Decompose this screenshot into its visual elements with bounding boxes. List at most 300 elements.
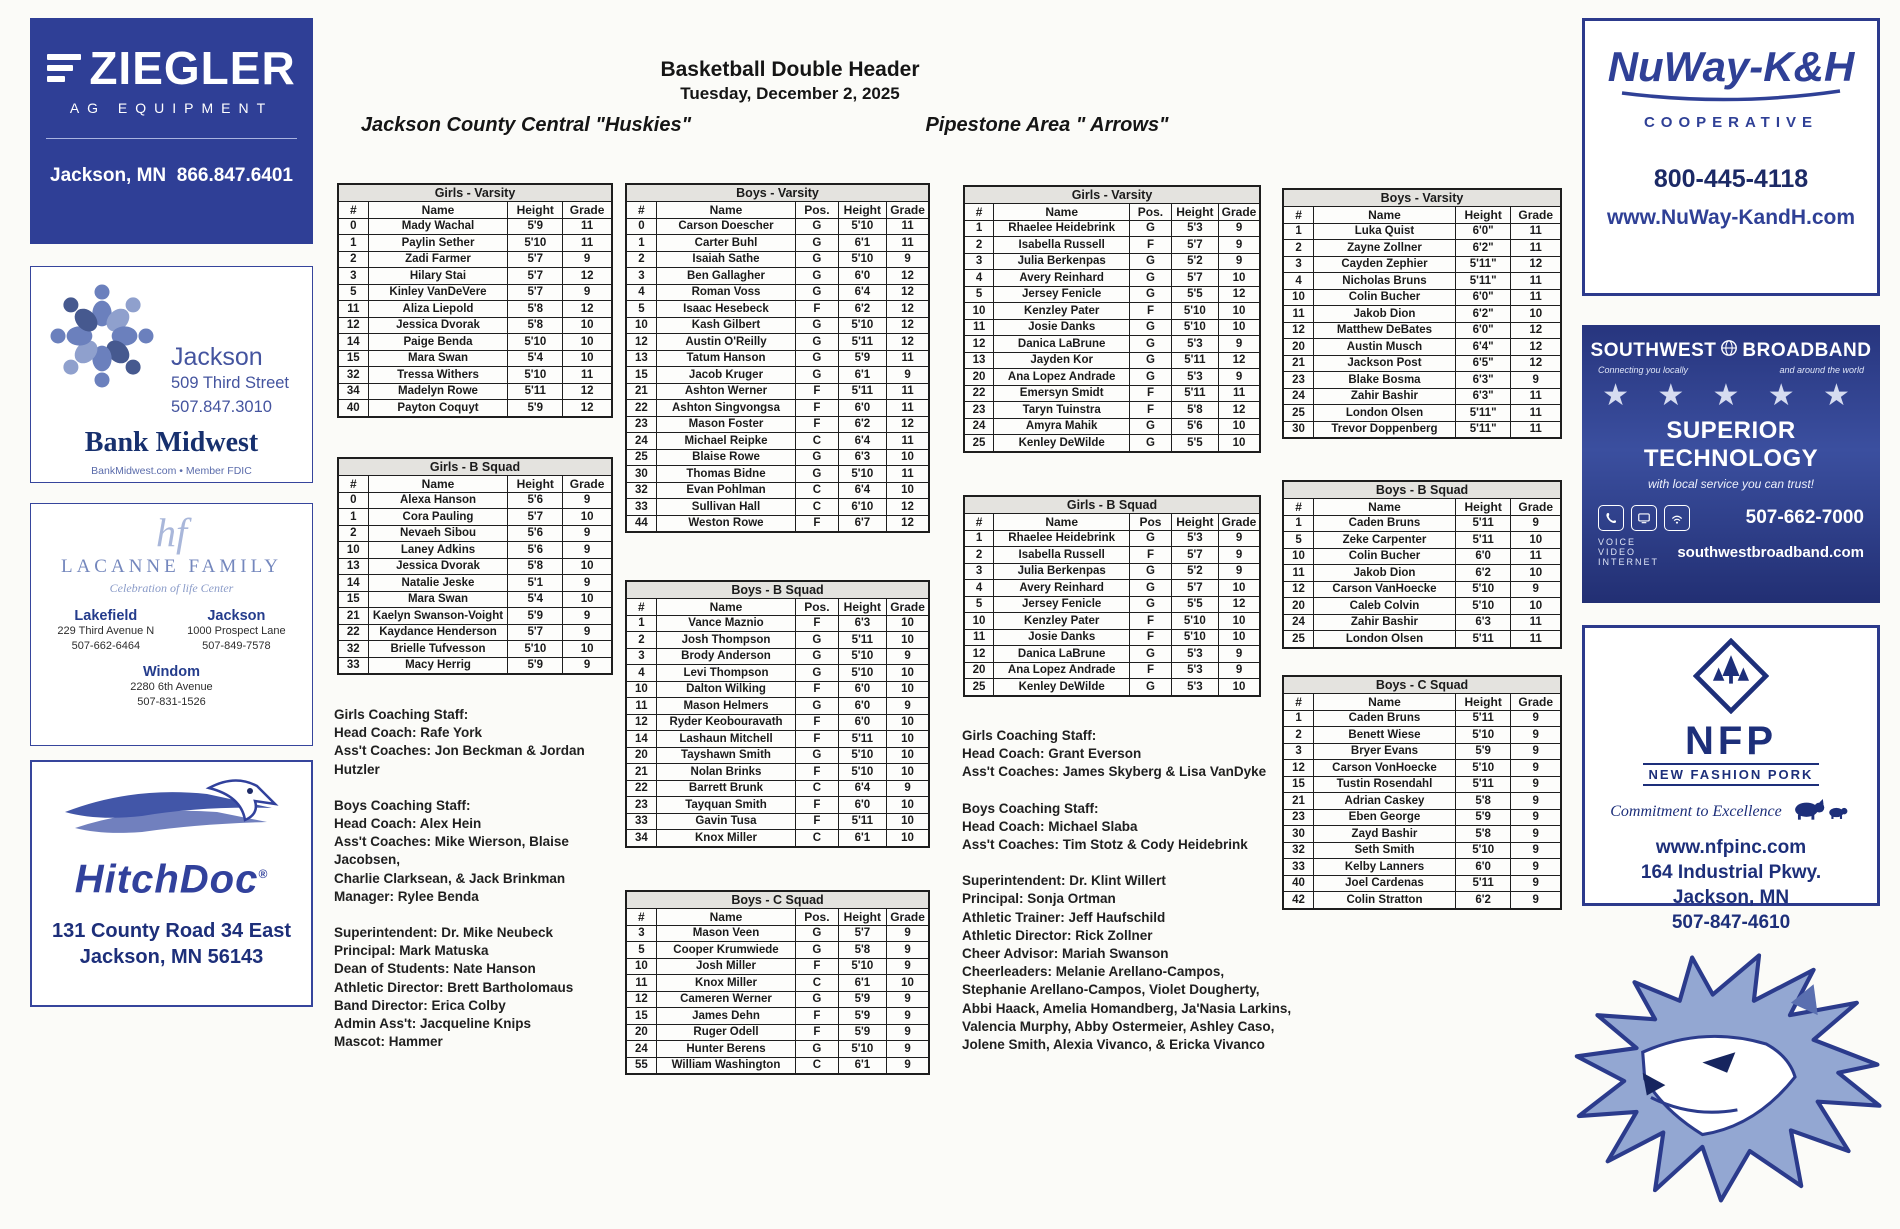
bank-midwest-ad xyxy=(30,266,313,483)
roster-cell: Knox Miller xyxy=(656,830,795,847)
roster-cell: G xyxy=(1130,530,1171,547)
column-header: Pos. xyxy=(796,599,838,616)
roster-cell: Roman Voss xyxy=(656,284,795,301)
roster-cell: Evan Pohlman xyxy=(656,482,795,499)
lacanne-monogram-icon: hf xyxy=(155,510,188,555)
video-icon xyxy=(1631,505,1657,531)
roster-cell: G xyxy=(1130,369,1171,386)
roster-cell: 11 xyxy=(626,698,656,715)
roster-cell: F xyxy=(796,813,838,830)
roster-cell: 6'1 xyxy=(838,1057,886,1074)
roster-cell: 2 xyxy=(1283,240,1314,257)
roster-cell: G xyxy=(796,334,838,351)
table-title: Boys - Varsity xyxy=(1283,189,1561,207)
roster-cell: 10 xyxy=(563,509,612,526)
roster-cell: 5'3 xyxy=(1171,530,1218,547)
note-line: Manager: Rylee Benda xyxy=(334,888,479,904)
roster-table xyxy=(625,890,930,1075)
roster-cell: 20 xyxy=(626,747,656,764)
roster-cell: Colin Bucher xyxy=(1314,548,1456,565)
roster-row xyxy=(964,563,1260,580)
roster-cell: G xyxy=(1130,563,1171,580)
roster-cell: 5'9 xyxy=(838,1024,886,1041)
roster-cell: 5'11" xyxy=(1455,421,1511,438)
roster-cell: Austin Musch xyxy=(1314,339,1456,356)
roster-cell: 5'10 xyxy=(838,466,886,483)
swb-name1: SOUTHWEST xyxy=(1590,340,1717,361)
roster-cell: William Washington xyxy=(656,1057,795,1074)
roster-row xyxy=(338,492,612,509)
roster-cell: 11 xyxy=(563,235,612,252)
roster-cell: 12 xyxy=(626,991,656,1008)
note-line: Boys Coaching Staff: xyxy=(962,800,1099,816)
note-line: Dean of Students: Nate Hanson xyxy=(334,961,536,977)
roster-row xyxy=(964,286,1260,303)
roster-row xyxy=(338,624,612,641)
roster-cell: 12 xyxy=(626,714,656,731)
jcc-girls-b-table xyxy=(337,457,613,675)
roster-cell: Levi Thompson xyxy=(656,665,795,682)
roster-cell: F xyxy=(796,1008,838,1025)
hitchdoc-ad xyxy=(30,760,313,1007)
roster-cell: 5'11 xyxy=(508,383,563,400)
roster-cell: Natalie Jeske xyxy=(368,575,508,592)
roster-cell: Mara Swan xyxy=(368,591,508,608)
roster-cell: 5'9 xyxy=(1455,743,1511,760)
roster-table xyxy=(625,580,930,848)
roster-row xyxy=(1283,289,1561,306)
roster-cell: 9 xyxy=(887,780,929,797)
roster-cell: Kinley VanDeVere xyxy=(368,284,508,301)
roster-cell: Jersey Fenicle xyxy=(994,596,1130,613)
roster-cell: 5'11" xyxy=(1455,256,1511,273)
roster-row xyxy=(626,449,929,466)
roster-cell: Sullivan Hall xyxy=(656,499,795,516)
roster-cell: 10 xyxy=(1219,270,1260,287)
roster-cell: 6'10 xyxy=(838,499,886,516)
roster-row xyxy=(1283,405,1561,422)
roster-cell: 5'3 xyxy=(1171,336,1218,353)
roster-cell: 2 xyxy=(1283,727,1314,744)
roster-cell: G xyxy=(796,268,838,285)
roster-cell: 5'11" xyxy=(1455,405,1511,422)
roster-cell: Zahir Bashir xyxy=(1314,614,1456,631)
roster-cell: 5'10 xyxy=(838,1041,886,1058)
roster-cell: Mason Foster xyxy=(656,416,795,433)
roster-cell: 12 xyxy=(626,334,656,351)
roster-cell: 9 xyxy=(1219,237,1260,254)
roster-cell: Austin O'Reilly xyxy=(656,334,795,351)
roster-cell: G xyxy=(796,251,838,268)
roster-row xyxy=(626,499,929,516)
roster-cell: 5'3 xyxy=(1171,662,1218,679)
roster-cell: 9 xyxy=(1511,875,1561,892)
bank-address: 509 Third Street xyxy=(171,374,290,392)
roster-cell: 3 xyxy=(626,268,656,285)
roster-cell: 5 xyxy=(626,301,656,318)
roster-cell: London Olsen xyxy=(1314,405,1456,422)
nfp-logo: NFP xyxy=(1685,719,1777,763)
roster-cell: 5'11 xyxy=(838,813,886,830)
column-header: Height xyxy=(838,909,886,926)
roster-cell: 9 xyxy=(1511,842,1561,859)
roster-cell: 11 xyxy=(1511,273,1561,290)
column-header: # xyxy=(338,202,368,219)
roster-row xyxy=(1283,273,1561,290)
roster-cell: Colin Bucher xyxy=(1314,289,1456,306)
roster-cell: 9 xyxy=(1511,793,1561,810)
column-header: Name xyxy=(368,476,508,493)
roster-cell: 10 xyxy=(887,615,929,632)
roster-cell: 12 xyxy=(563,268,612,285)
roster-cell: 10 xyxy=(1511,532,1561,549)
voice-icon xyxy=(1598,505,1624,531)
bank-phone: 507.847.3010 xyxy=(171,398,272,416)
note-line: Cheer Advisor: Mariah Swanson xyxy=(962,946,1169,962)
roster-cell: G xyxy=(796,665,838,682)
roster-cell: 10 xyxy=(626,681,656,698)
column-header: # xyxy=(1283,694,1314,711)
roster-cell: 11 xyxy=(887,235,929,252)
roster-cell: 1 xyxy=(964,220,994,237)
roster-row xyxy=(338,657,612,674)
roster-cell: 5'11 xyxy=(1455,776,1511,793)
roster-cell: Zahir Bashir xyxy=(1314,388,1456,405)
roster-cell: Knox Miller xyxy=(656,975,795,992)
roster-row xyxy=(1283,614,1561,631)
note-line: Mascot: Hammer xyxy=(334,1034,443,1050)
roster-cell: 9 xyxy=(887,942,929,959)
roster-row xyxy=(964,435,1260,452)
roster-cell: 3 xyxy=(338,268,368,285)
roster-cell: 5'10 xyxy=(1455,598,1511,615)
roster-cell: G xyxy=(796,698,838,715)
ziegler-ad xyxy=(30,18,313,244)
roster-cell: Kaydance Henderson xyxy=(368,624,508,641)
roster-cell: Ashton Singvongsa xyxy=(656,400,795,417)
table-title: Boys - B Squad xyxy=(1283,481,1561,499)
roster-cell: 6'1 xyxy=(838,235,886,252)
roster-cell: 5'10 xyxy=(1171,319,1218,336)
roster-cell: 5'2 xyxy=(1171,253,1218,270)
pipestone-notes xyxy=(962,727,1307,1072)
roster-cell: Isaac Hesebeck xyxy=(656,301,795,318)
roster-cell: 10 xyxy=(1511,565,1561,582)
roster-row xyxy=(964,662,1260,679)
roster-cell: G xyxy=(796,466,838,483)
roster-cell: G xyxy=(1130,253,1171,270)
roster-cell: F xyxy=(1130,385,1171,402)
roster-cell: Danica LaBrune xyxy=(994,646,1130,663)
roster-row xyxy=(338,400,612,417)
roster-cell: Isabella Russell xyxy=(994,547,1130,564)
roster-cell: 2 xyxy=(964,547,994,564)
roster-cell: 5'10 xyxy=(1455,581,1511,598)
swb-tagline2: and around the world xyxy=(1779,365,1864,375)
roster-cell: G xyxy=(796,235,838,252)
roster-row xyxy=(964,336,1260,353)
roster-cell: F xyxy=(1130,629,1171,646)
roster-cell: 5'3 xyxy=(1171,369,1218,386)
roster-cell: Avery Reinhard xyxy=(994,580,1130,597)
roster-cell: 5'10 xyxy=(508,367,563,384)
roster-cell: 10 xyxy=(887,975,929,992)
roster-cell: 10 xyxy=(887,681,929,698)
roster-cell: 6'2 xyxy=(838,301,886,318)
swb-headline: SUPERIOR TECHNOLOGY xyxy=(1643,417,1819,472)
roster-cell: 5 xyxy=(964,286,994,303)
roster-cell: Emersyn Smidt xyxy=(994,385,1130,402)
roster-cell: 10 xyxy=(887,747,929,764)
roster-cell: Ana Lopez Andrade xyxy=(994,369,1130,386)
roster-cell: 9 xyxy=(1511,892,1561,909)
roster-cell: 9 xyxy=(563,284,612,301)
column-header: Name xyxy=(656,909,795,926)
roster-cell: 12 xyxy=(1511,322,1561,339)
roster-cell: 9 xyxy=(1219,646,1260,663)
roster-cell: G xyxy=(1130,220,1171,237)
roster-cell: 25 xyxy=(1283,631,1314,648)
roster-cell: 9 xyxy=(887,958,929,975)
column-header: Name xyxy=(1314,207,1456,224)
location-phone: 507-831-1526 xyxy=(137,696,206,708)
roster-cell: 9 xyxy=(1511,581,1561,598)
roster-cell: Caden Bruns xyxy=(1314,710,1456,727)
roster-cell: Madelyn Rowe xyxy=(368,383,508,400)
roster-cell: 12 xyxy=(1511,256,1561,273)
note-line: Ass't Coaches: Mike Wierson, Blaise Jacobsen, xyxy=(334,834,569,868)
ziegler-logo xyxy=(46,44,297,92)
roster-cell: Jayden Kor xyxy=(994,352,1130,369)
note-line: Girls Coaching Staff: xyxy=(962,728,1097,743)
roster-row xyxy=(964,319,1260,336)
roster-cell: 3 xyxy=(1283,256,1314,273)
roster-cell: 11 xyxy=(1511,421,1561,438)
roster-row xyxy=(626,218,929,235)
page-date: Tuesday, December 2, 2025 xyxy=(680,84,900,103)
roster-cell: 5'7 xyxy=(508,268,563,285)
pipestone-team-title: Pipestone Area " Arrows" xyxy=(925,114,1169,136)
roster-cell: 20 xyxy=(964,369,994,386)
roster-cell: 5'10 xyxy=(838,958,886,975)
roster-cell: 6'7 xyxy=(838,515,886,532)
roster-cell: Cora Pauling xyxy=(368,509,508,526)
roster-cell: 20 xyxy=(626,1024,656,1041)
roster-cell: 13 xyxy=(964,352,994,369)
roster-cell: 9 xyxy=(563,251,612,268)
roster-cell: 9 xyxy=(1511,859,1561,876)
column-header: Height xyxy=(1455,694,1511,711)
nfp-city: Jackson, MN xyxy=(1672,887,1790,908)
location-phone: 507-849-7578 xyxy=(202,640,271,652)
roster-row xyxy=(626,958,929,975)
roster-row xyxy=(1283,826,1561,843)
column-header: Height xyxy=(508,476,563,493)
location-phone: 507-662-6464 xyxy=(71,640,141,652)
roster-cell: F xyxy=(796,731,838,748)
roster-cell: Nicholas Bruns xyxy=(1314,273,1456,290)
roster-cell: 6'1 xyxy=(838,975,886,992)
nuway-phone: 800-445-4118 xyxy=(1653,165,1809,193)
roster-cell: 21 xyxy=(1283,793,1314,810)
roster-row xyxy=(626,251,929,268)
roster-cell: 10 xyxy=(338,542,368,559)
roster-cell: Trevor Doppenberg xyxy=(1314,421,1456,438)
roster-cell: F xyxy=(1130,402,1171,419)
column-header: Pos. xyxy=(1130,204,1171,221)
roster-cell: 5'6 xyxy=(508,492,563,509)
roster-cell: Cameren Werner xyxy=(656,991,795,1008)
roster-cell: G xyxy=(1130,270,1171,287)
roster-table xyxy=(337,183,613,418)
roster-cell: 9 xyxy=(1219,253,1260,270)
roster-cell: 9 xyxy=(563,525,612,542)
roster-cell: F xyxy=(796,515,838,532)
roster-table xyxy=(963,495,1261,697)
roster-cell: 6'0 xyxy=(838,268,886,285)
roster-cell: Luka Quist xyxy=(1314,223,1456,240)
roster-cell: 11 xyxy=(964,319,994,336)
column-header: Pos xyxy=(1130,514,1171,531)
roster-cell: 11 xyxy=(1283,306,1314,323)
roster-cell: Gavin Tusa xyxy=(656,813,795,830)
nfp-name: NEW FASHION PORK xyxy=(1643,763,1820,786)
roster-cell: Carter Buhl xyxy=(656,235,795,252)
roster-cell: G xyxy=(1130,596,1171,613)
roster-row xyxy=(1283,372,1561,389)
roster-cell: Tustin Rosendahl xyxy=(1314,776,1456,793)
roster-cell: 6'1 xyxy=(838,367,886,384)
roster-cell: 11 xyxy=(887,218,929,235)
roster-cell: 5'2 xyxy=(1171,563,1218,580)
roster-row xyxy=(338,301,612,318)
note-line: Athletic Trainer: Jeff Haufschild xyxy=(962,909,1166,925)
roster-row xyxy=(626,681,929,698)
roster-cell: 5'11 xyxy=(838,383,886,400)
roster-row xyxy=(1283,256,1561,273)
roster-cell: 24 xyxy=(626,433,656,450)
roster-cell: 11 xyxy=(887,383,929,400)
roster-cell: 21 xyxy=(626,764,656,781)
roster-cell: 5'6 xyxy=(508,542,563,559)
roster-cell: Blake Bosma xyxy=(1314,372,1456,389)
roster-cell: 9 xyxy=(563,657,612,674)
roster-cell: 5'8 xyxy=(1171,402,1218,419)
roster-cell: 9 xyxy=(1511,809,1561,826)
roster-cell: 13 xyxy=(338,558,368,575)
column-header: Name xyxy=(368,202,508,219)
roster-cell: 5'6 xyxy=(508,525,563,542)
roster-cell: Tayquan Smith xyxy=(656,797,795,814)
roster-row xyxy=(964,237,1260,254)
note-line: Jolene Smith, Alexia Vivanco, & Ericka Vivanco xyxy=(962,1037,1265,1053)
roster-cell: 10 xyxy=(887,714,929,731)
roster-cell: G xyxy=(796,747,838,764)
roster-cell: 5'11" xyxy=(1455,273,1511,290)
roster-cell: 9 xyxy=(1219,369,1260,386)
roster-cell: 10 xyxy=(626,317,656,334)
roster-cell: 12 xyxy=(887,334,929,351)
location-address: 2280 6th Avenue xyxy=(130,681,213,693)
roster-cell: 22 xyxy=(964,385,994,402)
roster-row xyxy=(1283,548,1561,565)
roster-row xyxy=(338,251,612,268)
bank-midwest-logo: Bank Midwest xyxy=(84,427,259,458)
roster-cell: 9 xyxy=(1511,826,1561,843)
roster-cell: 15 xyxy=(338,591,368,608)
roster-cell: 10 xyxy=(626,958,656,975)
roster-row xyxy=(626,615,929,632)
roster-cell: Aliza Liepold xyxy=(368,301,508,318)
roster-cell: 24 xyxy=(964,418,994,435)
roster-cell: F xyxy=(796,416,838,433)
roster-cell: 10 xyxy=(1219,435,1260,452)
roster-cell: Caleb Colvin xyxy=(1314,598,1456,615)
roster-cell: 10 xyxy=(1219,319,1260,336)
roster-cell: 3 xyxy=(1283,743,1314,760)
roster-row xyxy=(338,235,612,252)
roster-cell: 2 xyxy=(964,237,994,254)
roster-cell: 9 xyxy=(563,575,612,592)
roster-cell: 15 xyxy=(338,350,368,367)
roster-row xyxy=(338,334,612,351)
roster-cell: 5'9 xyxy=(508,657,563,674)
column-header: Name xyxy=(1314,694,1456,711)
roster-cell: 9 xyxy=(1511,515,1561,532)
roster-cell: 5'4 xyxy=(508,350,563,367)
roster-row xyxy=(626,317,929,334)
roster-cell: Weston Rowe xyxy=(656,515,795,532)
roster-cell: 6'3 xyxy=(838,615,886,632)
roster-cell: 9 xyxy=(1219,530,1260,547)
roster-cell: G xyxy=(1130,580,1171,597)
roster-row xyxy=(964,547,1260,564)
roster-cell: Barrett Brunk xyxy=(656,780,795,797)
roster-cell: 10 xyxy=(563,334,612,351)
roster-cell: Josh Thompson xyxy=(656,632,795,649)
roster-cell: Amyra Mahik xyxy=(994,418,1130,435)
roster-cell: 11 xyxy=(1511,631,1561,648)
roster-cell: 5'8 xyxy=(1455,826,1511,843)
roster-cell: 5'7 xyxy=(508,284,563,301)
roster-cell: F xyxy=(796,400,838,417)
table-title: Boys - C Squad xyxy=(1283,676,1561,694)
roster-cell: 4 xyxy=(964,580,994,597)
column-header: Height xyxy=(838,202,886,219)
roster-row xyxy=(1283,240,1561,257)
roster-cell: 11 xyxy=(1283,565,1314,582)
roster-cell: 11 xyxy=(563,218,612,235)
roster-cell: 33 xyxy=(1283,859,1314,876)
nfp-ad xyxy=(1582,625,1880,933)
roster-cell: Kenzley Pater xyxy=(994,613,1130,630)
roster-cell: Zadi Farmer xyxy=(368,251,508,268)
roster-cell: Mady Wachal xyxy=(368,218,508,235)
roster-row xyxy=(1283,421,1561,438)
hitchdoc-address1: 131 County Road 34 East xyxy=(52,920,291,943)
roster-cell: 6'5" xyxy=(1455,355,1511,372)
roster-cell: G xyxy=(1130,319,1171,336)
roster-cell: 5'10 xyxy=(508,235,563,252)
ziegler-phone: 866.847.6401 xyxy=(176,165,293,186)
lacanne-location-jackson xyxy=(187,608,285,654)
roster-row xyxy=(626,1041,929,1058)
roster-cell: 1 xyxy=(1283,223,1314,240)
roster-row xyxy=(626,632,929,649)
roster-cell: Jersey Fenicle xyxy=(994,286,1130,303)
roster-cell: 14 xyxy=(626,731,656,748)
roster-cell: 33 xyxy=(338,657,368,674)
